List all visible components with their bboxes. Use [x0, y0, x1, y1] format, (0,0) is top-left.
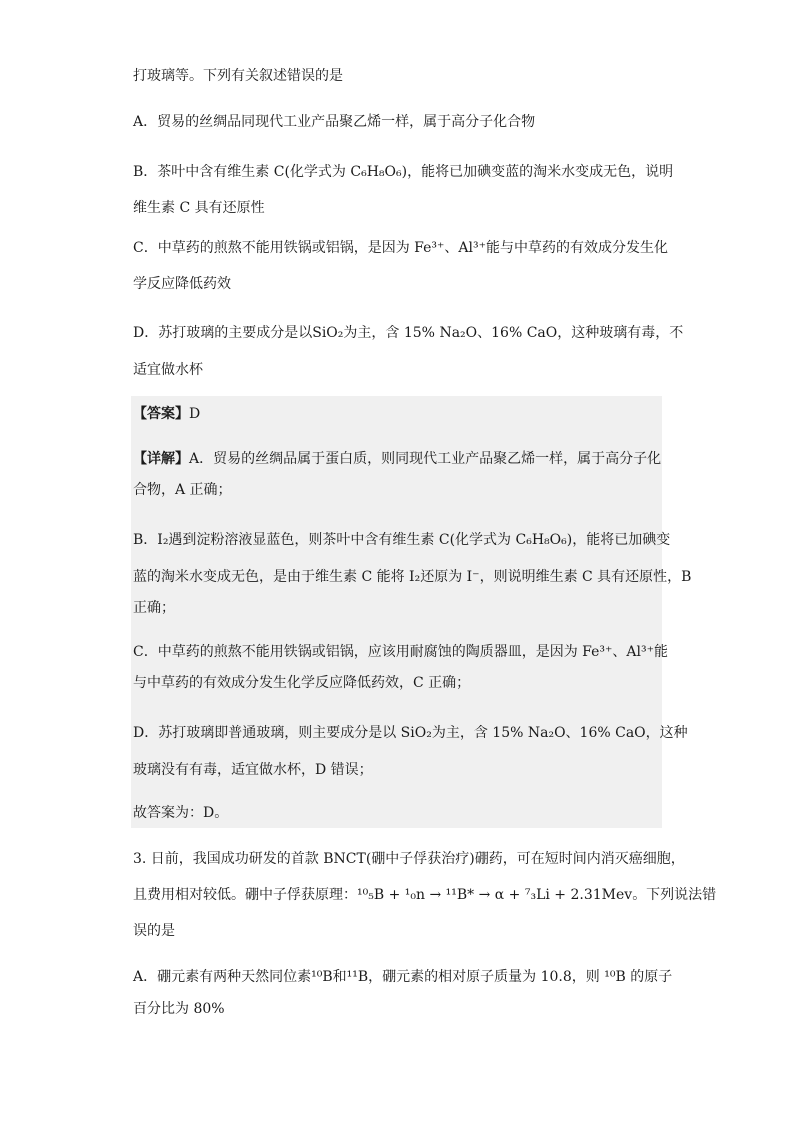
answer-label: 【答案】 [133, 406, 189, 422]
q3-stem-line2: 且费用相对较低。硼中子俘获原理：¹⁰₅B + ¹₀n → ¹¹B* → α + ⁷₃Li + 2.31Mev。下列说法错 [133, 887, 717, 903]
detail-d-line2: 玻璃没有有毒，适宜做水杯，D 错误； [133, 762, 373, 778]
q2-option-c-line2: 学反应降低药效 [133, 276, 231, 292]
answer-line [133, 404, 200, 424]
sio2-formula: SiO₂ [312, 325, 344, 341]
b10-isotope: ¹⁰B [311, 969, 333, 985]
detail-b-line2: 蓝的淘米水变成无色，是由于维生素 C 能将 I₂还原为 I⁻，则说明维生素 C 具有还原性，B [133, 569, 692, 585]
q3-stem-line1: 3. 日前，我国成功研发的首款 BNCT(硼中子俘获治疗)硼药，可在短时间内消灭癌细胞， [133, 851, 685, 867]
detail-c-line1: C．中草药的煎熬不能用铁锅或铝锅，应该用耐腐蚀的陶质器皿，是因为 Fe³⁺、Al³⁺能 [133, 644, 668, 660]
detail-b-line1: B．I₂遇到淀粉溶液显蓝色，则茶叶中含有维生素 C(化学式为 C₆H₈O₆)，能将已加碘变 [133, 532, 671, 548]
detail-b-line3: 正确； [133, 600, 175, 616]
q2-option-d-line1: D．苏打玻璃的主要成分是以SiO₂为主，含 15% Na₂O、16% CaO，这种玻璃有毒，不 [133, 325, 684, 341]
vitamin-c-formula-detail: C₆H₈O₆ [515, 532, 567, 548]
detail-label: 【详解】 [133, 451, 189, 467]
q2-option-a: A．贸易的丝绸品同现代工业产品聚乙烯一样，属于高分子化合物 [133, 114, 536, 130]
na2o-formula: Na₂O [439, 325, 478, 341]
detail-a-line1: 【详解】A．贸易的丝绸品属于蛋白质，则同现代工业产品聚乙烯一样，属于高分子化 [133, 451, 662, 467]
q2-option-b-line2: 维生素 C 具有还原性 [133, 200, 265, 216]
na2o-formula-detail: Na₂O [527, 725, 566, 741]
q2-option-c-line1: C．中草药的煎熬不能用铁锅或铝锅，是因为 Fe³⁺、Al³⁺能与中草药的有效成分发生化 [133, 240, 668, 256]
conclusion: 故答案为：D。 [133, 805, 229, 821]
boron-neutron-reaction: ¹⁰₅B + ¹₀n → ¹¹B* → α + ⁷₃Li + 2.31Mev [357, 887, 633, 903]
b11-isotope: ¹¹B [346, 969, 369, 985]
q3-option-a-line2: 百分比为 80% [133, 1001, 225, 1017]
detail-d-line1: D．苏打玻璃即普通玻璃，则主要成分是以 SiO₂为主，含 15% Na₂O、16% CaO，这种 [133, 725, 688, 741]
answer-value: D [189, 406, 201, 422]
detail-a-line2: 合物，A 正确； [133, 482, 232, 498]
q2-option-d-line2: 适宜做水杯 [133, 362, 203, 378]
detail-c-line2: 与中草药的有效成分发生化学反应降低药效，C 正确； [133, 675, 471, 691]
vitamin-c-formula: C₆H₈O₆ [350, 164, 402, 180]
q2-stem-end: 打玻璃等。下列有关叙述错误的是 [133, 68, 343, 84]
q3-option-a-line1: A．硼元素有两种天然同位素¹⁰B和¹¹B，硼元素的相对原子质量为 10.8，则 ¹⁰B 的原子 [133, 969, 673, 985]
q3-stem-line3: 误的是 [133, 923, 175, 939]
q2-option-b-line1: B．茶叶中含有维生素 C(化学式为 C₆H₈O₆)，能将已加碘变蓝的淘米水变成无色，说明 [133, 164, 674, 180]
